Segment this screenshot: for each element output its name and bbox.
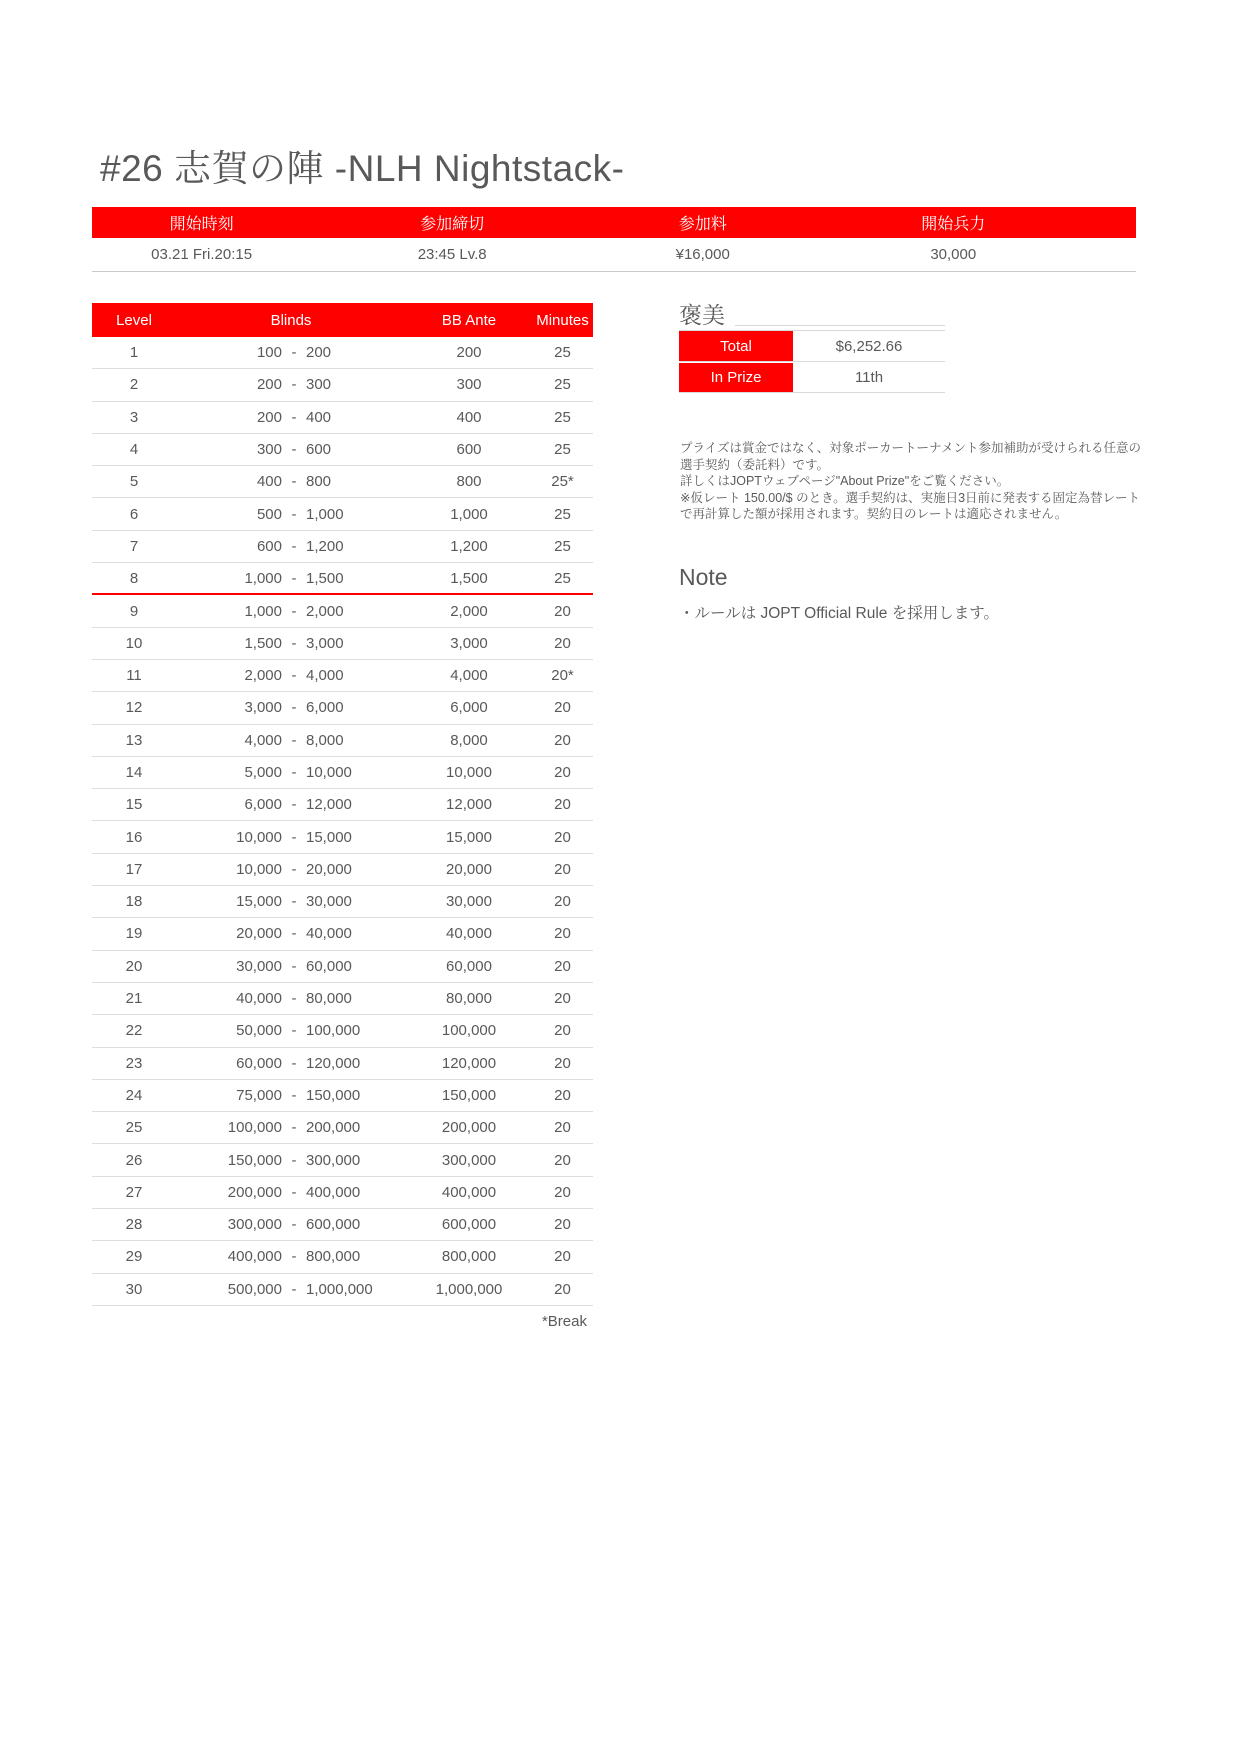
small-blind-value: 200: [256, 408, 282, 426]
info-header-reg-close: 参加締切: [420, 216, 485, 233]
small-blind-value: 100: [256, 344, 282, 362]
small-blind-value: 15,000: [236, 893, 282, 911]
prize-total-row: [679, 331, 945, 362]
structure-row: [92, 531, 593, 563]
blinds-structure-table: [92, 303, 593, 1338]
structure-row: [92, 757, 593, 789]
prize-inprize-value: 11th: [854, 368, 884, 386]
blinds-cell: [176, 990, 406, 1007]
blinds-dash: -: [291, 1248, 297, 1266]
small-blind-value: 500,000: [227, 1280, 282, 1298]
level-cell: 11: [126, 667, 142, 685]
structure-row: [92, 1015, 593, 1047]
blinds-dash: -: [291, 731, 297, 749]
big-blind-value: 200,000: [306, 1119, 361, 1137]
small-blind-value: 500: [256, 505, 282, 523]
big-blind-value: 4,000: [306, 667, 344, 685]
blinds-cell: [176, 1022, 406, 1039]
minutes-cell: 20: [554, 828, 571, 846]
blinds-cell: [176, 861, 406, 878]
minutes-cell: 25: [554, 376, 571, 394]
level-cell: 9: [129, 602, 139, 620]
info-header-starting-stack: 開始兵力: [921, 216, 986, 233]
reg-close-value: 23:45 Lv.8: [417, 246, 487, 263]
bb-ante-cell: 600: [456, 441, 482, 459]
structure-row: [92, 498, 593, 530]
prize-heading-rule: [735, 325, 945, 326]
blinds-dash: -: [291, 1151, 297, 1169]
level-cell: 22: [125, 1022, 143, 1040]
blinds-dash: -: [291, 376, 297, 394]
blinds-cell: [176, 409, 406, 426]
blinds-cell: [176, 829, 406, 846]
small-blind-value: 300,000: [227, 1216, 282, 1234]
blinds-cell: [176, 1055, 406, 1072]
big-blind-value: 2,000: [306, 602, 344, 620]
level-cell: 6: [129, 505, 139, 523]
header-minutes: Minutes: [536, 311, 589, 329]
big-blind-value: 8,000: [306, 731, 344, 749]
big-blind-value: 1,000,000: [306, 1280, 373, 1298]
blinds-dash: -: [291, 957, 297, 975]
minutes-cell: 20: [554, 1054, 571, 1072]
prize-total-label: Total: [679, 331, 793, 361]
structure-row: [92, 628, 593, 660]
prize-heading-row: [679, 292, 945, 330]
bb-ante-cell: 300: [456, 376, 482, 394]
blinds-cell: [176, 1281, 406, 1298]
info-values-row: [92, 238, 1136, 272]
minutes-cell: 25: [554, 569, 571, 587]
blinds-dash: -: [291, 1183, 297, 1201]
bb-ante-cell: 200,000: [441, 1119, 497, 1137]
small-blind-value: 1,000: [244, 602, 282, 620]
blinds-dash: -: [291, 473, 297, 491]
blinds-cell: [176, 473, 406, 490]
big-blind-value: 1,200: [306, 537, 344, 555]
minutes-cell: 20: [554, 699, 571, 717]
level-cell: 27: [125, 1183, 143, 1201]
structure-row: [92, 1048, 593, 1080]
bb-ante-cell: 10,000: [446, 764, 492, 781]
blinds-cell: [176, 635, 406, 652]
blinds-dash: -: [291, 1280, 297, 1298]
structure-table-body: [92, 337, 593, 1306]
minutes-cell: 20: [554, 1183, 571, 1201]
blinds-cell: [176, 796, 406, 813]
bb-ante-cell: 800,000: [441, 1248, 497, 1266]
level-cell: 28: [125, 1216, 143, 1234]
blinds-cell: [176, 1248, 406, 1265]
bb-ante-cell: 60,000: [446, 957, 492, 975]
bb-ante-cell: 3,000: [450, 634, 488, 652]
bb-ante-cell: 2,000: [450, 602, 488, 620]
level-cell: 15: [125, 796, 143, 814]
bb-ante-cell: 1,000,000: [435, 1280, 503, 1298]
level-cell: 21: [125, 990, 143, 1008]
big-blind-value: 60,000: [306, 957, 352, 975]
minutes-cell: 20: [554, 1248, 571, 1266]
blinds-dash: -: [291, 925, 297, 943]
prize-heading: 褒美: [679, 302, 725, 328]
bb-ante-cell: 100,000: [441, 1022, 497, 1040]
blinds-dash: -: [291, 1216, 297, 1234]
level-cell: 13: [125, 731, 143, 749]
structure-row: [92, 983, 593, 1015]
blinds-dash: -: [291, 634, 297, 652]
big-blind-value: 12,000: [306, 796, 352, 814]
minutes-cell: 20: [554, 1280, 571, 1298]
structure-row: [92, 692, 593, 724]
small-blind-value: 100,000: [227, 1119, 282, 1137]
minutes-cell: 20: [554, 893, 571, 911]
prize-disclaimer: [680, 440, 1142, 523]
blinds-cell: [176, 441, 406, 458]
bb-ante-cell: 800: [456, 473, 482, 491]
big-blind-value: 800,000: [306, 1248, 361, 1266]
blinds-cell: [176, 603, 406, 620]
big-blind-value: 1,000: [306, 505, 344, 523]
big-blind-value: 20,000: [306, 860, 352, 878]
minutes-cell: 25: [554, 344, 571, 362]
blinds-dash: -: [291, 764, 297, 781]
structure-row: [92, 1112, 593, 1144]
bb-ante-cell: 150,000: [441, 1086, 497, 1104]
minutes-cell: 20: [554, 602, 571, 620]
bb-ante-cell: 4,000: [450, 667, 488, 685]
small-blind-value: 2,000: [244, 667, 282, 685]
small-blind-value: 60,000: [236, 1054, 282, 1072]
minutes-cell: 25: [554, 441, 571, 459]
blinds-dash: -: [291, 828, 297, 846]
structure-row: [92, 821, 593, 853]
blinds-dash: -: [291, 699, 297, 717]
bb-ante-cell: 400,000: [441, 1183, 497, 1201]
big-blind-value: 3,000: [306, 634, 344, 652]
level-cell: 25: [125, 1119, 143, 1137]
blinds-cell: [176, 732, 406, 749]
blinds-dash: -: [291, 1119, 297, 1137]
minutes-cell: 25: [554, 408, 571, 426]
small-blind-value: 200: [256, 376, 282, 394]
bb-ante-cell: 300,000: [441, 1151, 497, 1169]
minutes-cell: 20: [554, 1151, 571, 1169]
big-blind-value: 100,000: [306, 1022, 361, 1040]
blinds-dash: -: [291, 569, 297, 587]
level-cell: 12: [125, 699, 143, 717]
blinds-cell: [176, 764, 406, 781]
blinds-dash: -: [291, 667, 297, 685]
buyin-value: ¥16,000: [675, 246, 730, 263]
level-cell: 24: [125, 1086, 143, 1104]
structure-row: [92, 1144, 593, 1176]
level-cell: 23: [125, 1054, 143, 1072]
bb-ante-cell: 1,500: [450, 569, 488, 587]
minutes-cell: 25: [554, 537, 571, 555]
small-blind-value: 10,000: [236, 828, 282, 846]
big-blind-value: 40,000: [306, 925, 352, 943]
big-blind-value: 6,000: [306, 699, 344, 717]
minutes-cell: 20: [554, 764, 571, 781]
big-blind-value: 800: [306, 473, 332, 491]
minutes-cell: 20: [554, 634, 571, 652]
bb-ante-cell: 200: [456, 344, 482, 362]
prize-inprize-label: In Prize: [679, 362, 793, 392]
prize-panel: [679, 292, 945, 393]
big-blind-value: 200: [306, 344, 332, 362]
big-blind-value: 80,000: [306, 990, 352, 1008]
structure-row: [92, 337, 593, 369]
blinds-cell: [176, 1087, 406, 1104]
structure-row: [92, 563, 593, 595]
big-blind-value: 150,000: [306, 1086, 361, 1104]
disclaimer-line-2: 詳しくはJOPTウェブページ"About Prize"をご覧ください。: [680, 474, 1010, 488]
level-cell: 1: [129, 344, 139, 362]
structure-row: [92, 1209, 593, 1241]
info-header-start-time: 開始時刻: [169, 216, 234, 233]
bb-ante-cell: 8,000: [450, 731, 488, 749]
structure-row: [92, 918, 593, 950]
structure-row: [92, 595, 593, 627]
level-cell: 7: [129, 537, 139, 555]
note-rule-item: ・ルールは JOPT Official Rule を採用します。: [679, 605, 999, 622]
bb-ante-cell: 600,000: [441, 1216, 497, 1234]
info-header-buyin: 参加料: [678, 216, 727, 233]
blinds-cell: [176, 376, 406, 393]
big-blind-value: 400: [306, 408, 332, 426]
level-cell: 16: [125, 828, 143, 846]
minutes-cell: 25: [554, 505, 571, 523]
level-cell: 18: [125, 893, 143, 911]
big-blind-value: 600,000: [306, 1216, 361, 1234]
prize-table: [679, 330, 945, 393]
big-blind-value: 15,000: [306, 828, 352, 846]
blinds-dash: -: [291, 408, 297, 426]
structure-row: [92, 886, 593, 918]
bb-ante-cell: 12,000: [446, 796, 492, 814]
small-blind-value: 4,000: [244, 731, 282, 749]
blinds-cell: [176, 925, 406, 942]
blinds-cell: [176, 506, 406, 523]
blinds-dash: -: [291, 1086, 297, 1104]
structure-row: [92, 402, 593, 434]
small-blind-value: 30,000: [236, 957, 282, 975]
small-blind-value: 50,000: [236, 1022, 282, 1040]
minutes-cell: 20: [554, 1086, 571, 1104]
bb-ante-cell: 20,000: [446, 860, 492, 878]
big-blind-value: 120,000: [306, 1054, 361, 1072]
structure-row: [92, 725, 593, 757]
level-cell: 29: [125, 1248, 143, 1266]
bb-ante-cell: 80,000: [446, 990, 492, 1008]
big-blind-value: 10,000: [306, 764, 352, 781]
small-blind-value: 75,000: [236, 1086, 282, 1104]
small-blind-value: 200,000: [227, 1183, 282, 1201]
blinds-cell: [176, 1119, 406, 1136]
structure-row: [92, 854, 593, 886]
blinds-cell: [176, 958, 406, 975]
big-blind-value: 300: [306, 376, 332, 394]
big-blind-value: 600: [306, 441, 332, 459]
starting-stack-value: 30,000: [930, 246, 977, 263]
big-blind-value: 400,000: [306, 1183, 361, 1201]
small-blind-value: 300: [256, 441, 282, 459]
small-blind-value: 20,000: [236, 925, 282, 943]
small-blind-value: 6,000: [244, 796, 282, 814]
blinds-dash: -: [291, 344, 297, 362]
level-cell: 14: [125, 764, 143, 781]
bb-ante-cell: 40,000: [446, 925, 492, 943]
small-blind-value: 1,000: [244, 569, 282, 587]
blinds-dash: -: [291, 1054, 297, 1072]
level-cell: 10: [125, 634, 143, 652]
blinds-cell: [176, 699, 406, 716]
small-blind-value: 3,000: [244, 699, 282, 717]
page-title: #26 志賀の陣 -NLH Nightstack-: [100, 148, 625, 189]
prize-inprize-row: [679, 362, 945, 393]
small-blind-value: 400: [256, 473, 282, 491]
blinds-dash: -: [291, 602, 297, 620]
big-blind-value: 300,000: [306, 1151, 361, 1169]
header-blinds: Blinds: [270, 311, 312, 329]
minutes-cell: 20: [554, 925, 571, 943]
level-cell: 26: [125, 1151, 143, 1169]
prize-total-value: $6,252.66: [835, 337, 903, 355]
blinds-dash: -: [291, 537, 297, 555]
structure-row: [92, 1177, 593, 1209]
minutes-cell: 20: [554, 860, 571, 878]
blinds-cell: [176, 1184, 406, 1201]
structure-row: [92, 789, 593, 821]
minutes-cell: 20: [554, 990, 571, 1008]
level-cell: 8: [129, 569, 139, 587]
structure-row: [92, 951, 593, 983]
blinds-dash: -: [291, 505, 297, 523]
blinds-dash: -: [291, 441, 297, 459]
structure-row: [92, 434, 593, 466]
big-blind-value: 1,500: [306, 569, 344, 587]
blinds-cell: [176, 1152, 406, 1169]
disclaimer-line-3: ※仮レート 150.00/$ のとき。選手契約は、実施日3日前に発表する固定為替レートで再計算した額が採用されます。契約日のレートは適応されません。: [680, 490, 1141, 521]
minutes-cell: 20: [554, 957, 571, 975]
blinds-cell: [176, 344, 406, 361]
blinds-dash: -: [291, 893, 297, 911]
small-blind-value: 400,000: [227, 1248, 282, 1266]
bb-ante-cell: 400: [456, 408, 482, 426]
minutes-cell: 20: [554, 731, 571, 749]
start-time-value: 03.21 Fri.20:15: [151, 246, 253, 263]
small-blind-value: 40,000: [236, 990, 282, 1008]
small-blind-value: 1,500: [244, 634, 282, 652]
bb-ante-cell: 15,000: [446, 828, 492, 846]
blinds-dash: -: [291, 990, 297, 1008]
structure-row: [92, 1274, 593, 1306]
blinds-cell: [176, 538, 406, 555]
minutes-cell: 20: [554, 1022, 571, 1040]
small-blind-value: 10,000: [236, 860, 282, 878]
blinds-dash: -: [291, 860, 297, 878]
level-cell: 17: [125, 860, 143, 878]
level-cell: 2: [129, 376, 139, 394]
small-blind-value: 5,000: [244, 764, 282, 781]
structure-row: [92, 466, 593, 498]
header-level: Level: [116, 311, 152, 329]
level-cell: 20: [125, 957, 143, 975]
info-header-bar: [92, 207, 1136, 238]
minutes-cell: 20*: [551, 667, 574, 685]
level-cell: 3: [129, 408, 139, 426]
structure-row: [92, 1241, 593, 1273]
blinds-cell: [176, 667, 406, 684]
blinds-cell: [176, 1216, 406, 1233]
header-bb-ante: BB Ante: [441, 311, 497, 329]
level-cell: 30: [125, 1280, 143, 1298]
break-note: *Break: [541, 1313, 587, 1331]
level-cell: 19: [125, 925, 143, 943]
structure-row: [92, 660, 593, 692]
level-cell: 4: [129, 441, 139, 459]
minutes-cell: 20: [554, 796, 571, 814]
bb-ante-cell: 120,000: [441, 1054, 497, 1072]
minutes-cell: 20: [554, 1216, 571, 1234]
bb-ante-cell: 1,200: [450, 537, 488, 555]
blinds-cell: [176, 893, 406, 910]
minutes-cell: 25*: [551, 473, 574, 491]
bb-ante-cell: 6,000: [450, 699, 488, 717]
structure-table-header: [92, 303, 593, 337]
big-blind-value: 30,000: [306, 893, 352, 911]
structure-row: [92, 1080, 593, 1112]
structure-row: [92, 369, 593, 401]
disclaimer-line-1: プライズは賞金ではなく、対象ポーカートーナメント参加補助が受けられる任意の選手契約（委託料）です。: [680, 441, 1142, 472]
bb-ante-cell: 30,000: [446, 893, 492, 911]
minutes-cell: 20: [554, 1119, 571, 1137]
small-blind-value: 150,000: [227, 1151, 282, 1169]
bb-ante-cell: 1,000: [450, 505, 488, 523]
blinds-cell: [176, 570, 406, 587]
note-heading: Note: [679, 564, 728, 590]
level-cell: 5: [129, 473, 139, 491]
small-blind-value: 600: [256, 537, 282, 555]
blinds-dash: -: [291, 1022, 297, 1040]
blinds-dash: -: [291, 796, 297, 814]
